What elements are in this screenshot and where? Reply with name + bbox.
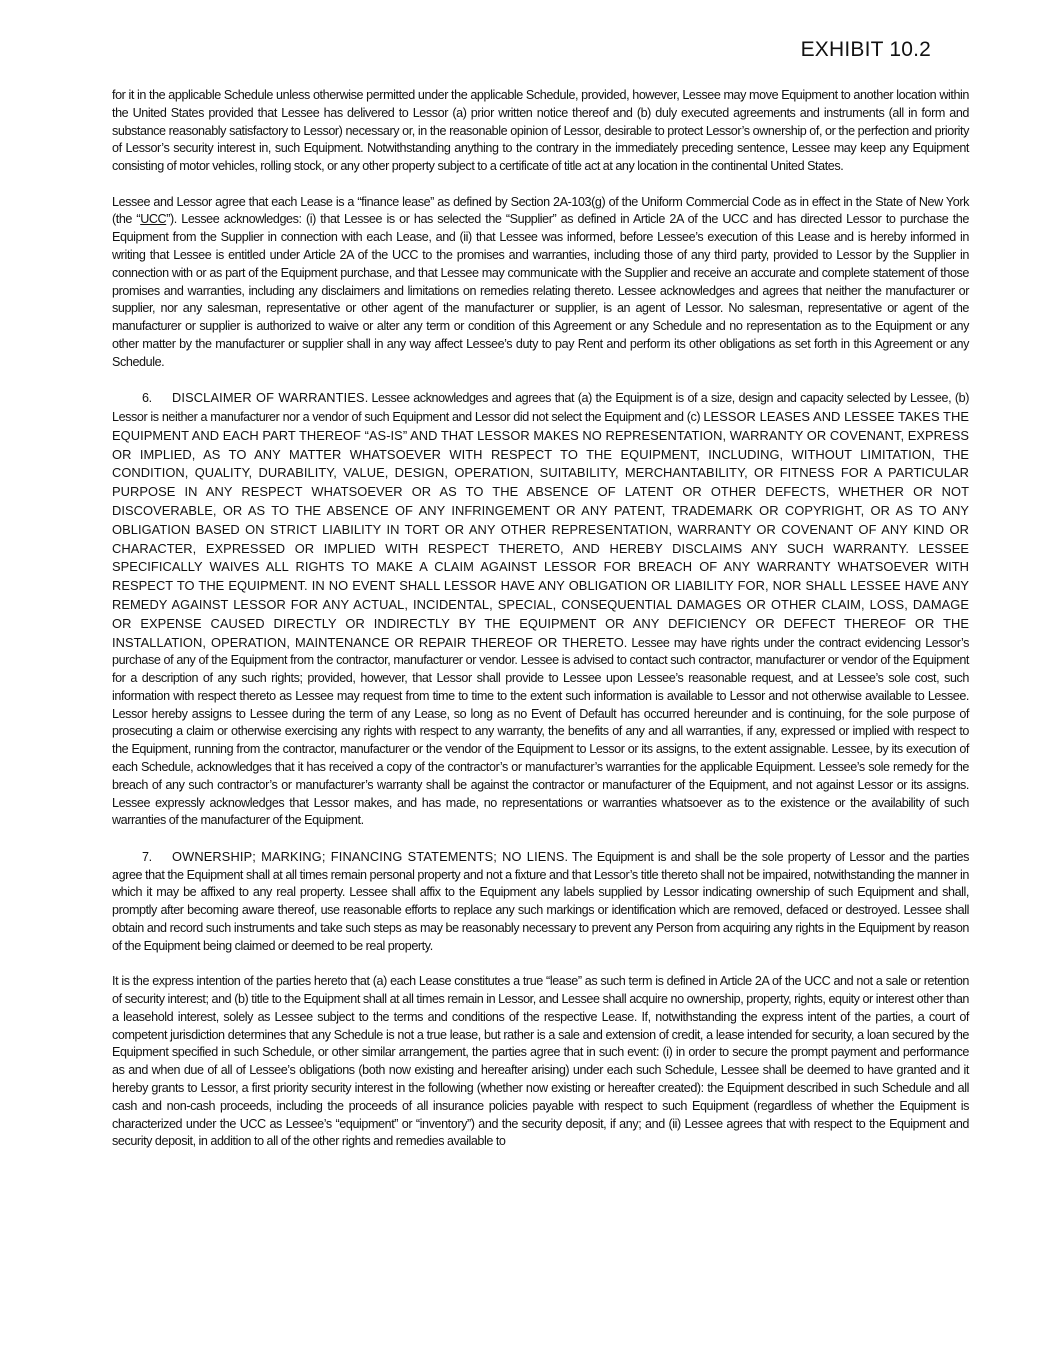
section-7-number: 7. [142, 849, 152, 864]
section-7-heading: OWNERSHIP; MARKING; FINANCING STATEMENTS; NO LIENS [172, 848, 565, 864]
paragraph-finance-lease [112, 194, 969, 372]
section-6-disclaimer [112, 389, 969, 830]
section-7-ownership [112, 848, 969, 956]
paragraph-true-lease-intent: It is the express intention of the parties hereto that (a) each Lease constitutes a true “lease” as such term is defined in Article 2A of the UCC and not a sale or retention of security interest; and (b) title to the Equipment shall at all times remain in Lessor, and Lessee shall acquire no ownership, property, rights, equity or interest other than a leasehold interest, solely as Lessee subject to the terms and conditions of the respective Lease. If, notwithstanding the express intent of the parties, a court of competent jurisdiction determines that any Schedule is not a true lease, but rather is a sale and extension of credit, a lease intended for security, a loan secured by the Equipment specified in such Schedule, or other similar arrangement, the parties agree that in such event: (i) in order to secure the prompt payment and performance as and when due of all of Lessee’s obligations (both now existing and hereafter arising) under each such Schedule, Lessee shall be deemed to have granted and it hereby grants to Lessor, a first priority security interest in the following (whether now existing or hereafter created): the Equipment described in such Schedule and all cash and non-cash proceeds, including the proceeds of all insurance policies payable with respect to such Equipment (regardless of whether the Equipment is characterized under the UCC as Lessee’s “equipment” or “inventory”) and the security deposit, if any; and (ii) Lessee agrees that with respect to the Equipment and security deposit, in addition to all of the other rights and remedies available to [112, 974, 969, 1149]
section-6-rest: . Lessee may have rights under the contract evidencing Lessor’s purchase of any of the Equipment from the contractor, manufacturer or vendor. Lessee is advised to contact such contractor, manufacturer or vendor of the Equipment for a description of any such rights; provided, however, that Lessor shall provide to Lessee upon Lessee’s reasonable request, and at Lessee’s sole cost, such information with respect thereto as Lessee may request from time to time to the extent such information is available to Lessor and not otherwise available to Lessee. Lessor hereby assigns to Lessee during the term of any Lease, so long as no Event of Default has occurred hereunder and is continuing, for the sole purpose of prosecuting a claim or otherwise exercising any rights with respect to any warranty, the benefits of any and all warranties, if any, expressed or implied with respect to the Equipment, running from the contractor, manufacturer or the vendor of the Equipment to Lessor or its assigns, to the extent assignable. Lessee, by its execution of each Schedule, acknowledges that it has received a copy of the contractor’s or manufacturer’s warranties for the applicable Equipment. Lessee’s sole remedy for the breach of any such contractor’s or manufacturer’s warranty shall be against the contractor or manufacturer of the Equipment, and not against Lessor or its assigns. Lessee expressly acknowledges that Lessor makes, and has made, no representations or warranties whatsoever as to the existence or the availability of such warranties of the manufacturer of the Equipment. [112, 635, 969, 828]
section-6-indent [112, 390, 172, 408]
paragraph-equipment-location: for it in the applicable Schedule unless otherwise permitted under the applicable Schedule, provided, however, Lessee may move Equipment to another location within the United States provided that Lessee has delivered to Lessor (a) prior written notice thereof and (b) duly executed agreements and instruments (all in form and substance reasonably satisfactory to Lessor) necessary or, in the reasonable opinion of Lessor, desirable to protect Lessor’s ownership of, or the perfection and priority of Lessor’s security interest in, such Equipment. Notwithstanding anything to the contrary in the immediately preceding sentence, Lessee may keep any Equipment consisting of motor vehicles, rolling stock, or any other property subject to a certificate of title act at any location in the continental United States. [112, 88, 969, 174]
document-body [112, 87, 969, 1169]
finance-lease-text-a: Lessee and Lessor agree that each Lease is a “finance lease” as defined by Section 2A-103(g) of the Uniform Commercial Code as in effect in the State of New York (the “ [112, 194, 969, 227]
section-7-indent [112, 849, 172, 867]
section-6-intro: . Lessee acknowledges and agrees that (a) the Equipment is of a size, design and capacity selected by Lessee, (b) Lessor is neither a manufacturer nor a vendor of such Equipment and Lessor did not select the Equipment and (c) [112, 391, 969, 424]
section-7-rest: . The Equipment is and shall be the sole property of Lessor and the parties agree that the Equipment shall at all times remain personal property and not a fixture and that Lessor’s title thereto shall not be impaired, notwithstanding the manner in which it may be affixed to any real property. Lessee shall affix to the Equipment any labels supplied by Lessor indicating ownership of such Equipment and shall, promptly after becoming aware thereof, use reasonable efforts to replace any such markings or identification which are removed, defaced or destroyed. Lessee shall obtain and record such instruments and take such steps as may be reasonably necessary to prevent any Person from acquiring any rights in the Equipment by reason of the Equipment being claimed or deemed to be real property. [112, 849, 970, 953]
exhibit-label: EXHIBIT 10.2 [800, 38, 931, 61]
finance-lease-text-b: ”). Lessee acknowledges: (i) that Lessee is or has selected the “Supplier” as defined in Article 2A of the UCC and has directed Lessor to purchase the Equipment from the Supplier in connection with each Lease, and (ii) that Lessee was informed, before Lessee’s execution of this Lease and is hereby informed in writing that Lessee is entitled under Article 2A of the UCC to the promises and warranties, including those of any third party, provided to Lessor by the Supplier in connection with or as part of the Equipment purchase, and that Lessee may communicate with the Supplier and receive an accurate and complete statement of those promises and warranties, including any disclaimers and limitations on remedies relating thereto. Lessee acknowledges and agrees that neither the manufacturer or supplier, nor any salesman, representative or other agent of the manufacturer or supplier, is an agent of Lessor. No salesman, representative or agent of the manufacturer or supplier is authorized to waive or alter any term or condition of this Agreement or any Schedule and no representation as to the Equipment or any other matter by the manufacturer or supplier shall in any way affect Lessee’s duty to pay Rent and perform its other obligations as set forth in this Agreement or any Schedule. [112, 212, 969, 369]
section-6-caps-disclaimer: LESSOR LEASES AND LESSEE TAKES THE EQUIPMENT AND EACH PART THEREOF “AS-IS” AND THAT LESSOR MAKES NO REPRESENTATION, WARRANTY OR COVENANT, EXPRESS OR IMPLIED, AS TO ANY MATTER WHATSOEVER WITH RESPECT TO THE EQUIPMENT, INCLUDING, WITHOUT LIMITATION, THE CONDITION, QUALITY, DURABILITY, VALUE, DESIGN, OPERATION, SUITABILITY, MERCHANTABILITY, OR FITNESS FOR A PARTICULAR PURPOSE IN ANY RESPECT WHATSOEVER OR AS TO THE ABSENCE OF LATENT OR OTHER DEFECTS, WHETHER OR NOT DISCOVERABLE, OR AS TO THE ABSENCE OF ANY INFRINGEMENT OR ANY PATENT, TRADEMARK OR COPYRIGHT, OR AS TO ANY OBLIGATION BASED ON STRICT LIABILITY IN TORT OR ANY OTHER REPRESENTATION, WARRANTY OR COVENANT OF ANY KIND OR CHARACTER, EXPRESSED OR IMPLIED WITH RESPECT THERETO, AND HEREBY DISCLAIMS ANY SUCH WARRANTY. LESSEE SPECIFICALLY WAIVES ALL RIGHTS TO MAKE A CLAIM AGAINST LESSOR FOR BREACH OF ANY WARRANTY WHATSOEVER WITH RESPECT TO THE EQUIPMENT. IN NO EVENT SHALL LESSOR HAVE ANY OBLIGATION OR LIABILITY FOR, NOR SHALL LESSEE HAVE ANY REMEDY AGAINST LESSOR FOR ANY ACTUAL, INCIDENTAL, SPECIAL, CONSEQUENTIAL DAMAGES OR OTHER CLAIM, LOSS, DAMAGE OR EXPENSE CAUSED DIRECTLY OR INDIRECTLY BY THE EQUIPMENT OR ANY DEFICIENCY OR DEFECT THEREOF OR THE INSTALLATION, OPERATION, MAINTENANCE OR REPAIR THEREOF OR THERETO [112, 408, 969, 650]
section-6-heading: DISCLAIMER OF WARRANTIES [172, 390, 365, 406]
section-6-number: 6. [142, 391, 152, 406]
ucc-defined-term: UCC [140, 212, 167, 227]
